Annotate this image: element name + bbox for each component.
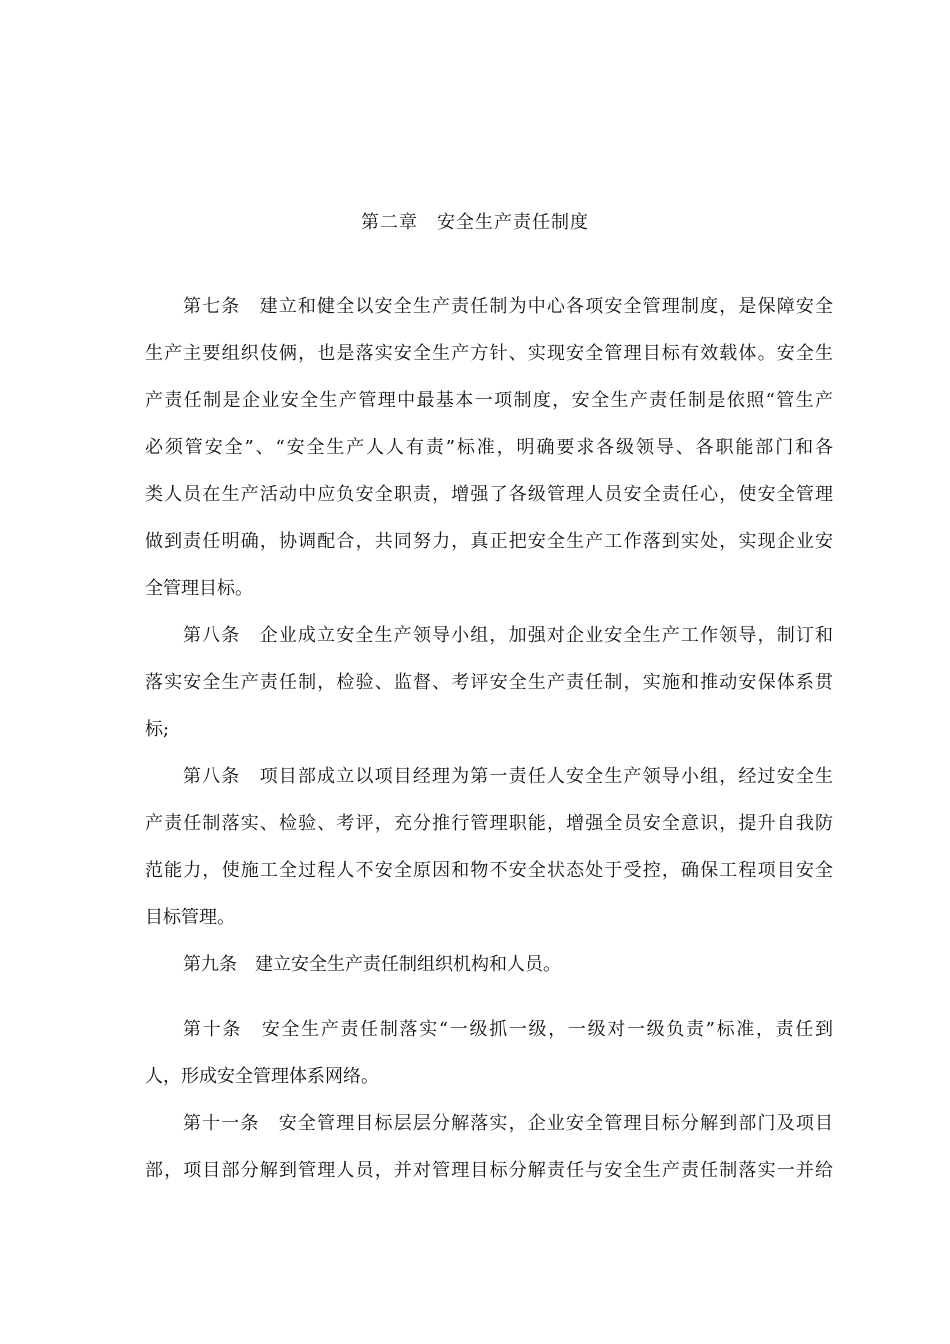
article-8a-line-2: 落实安全生产责任制，检验、监督、考评安全生产责任制，实施和推动安保体系贯 <box>145 672 833 693</box>
article-8b-line-4: 目标管理。 <box>145 907 235 928</box>
article-7-line-4: 必须管安全”、“安全生产人人有责”标准，明确要求各级领导、各职能部门和各 <box>145 437 833 458</box>
article-8b-line-3: 范能力，使施工全过程人不安全原因和物不安全状态处于受控，确保工程项目安全 <box>145 860 833 881</box>
article-7-line-1: 第七条 建立和健全以安全生产责任制为中心各项安全管理制度，是保障安全 <box>183 296 833 317</box>
article-7-line-3: 产责任制是企业安全生产管理中最基本一项制度，安全生产责任制是依照“管生产 <box>145 390 833 411</box>
article-11-line-1: 第十一条 安全管理目标层层分解落实，企业安全管理目标分解到部门及项目 <box>183 1113 833 1134</box>
article-10-line-1: 第十条 安全生产责任制落实“一级抓一级，一级对一级负责”标准，责任到 <box>183 1019 833 1040</box>
article-7-line-5: 类人员在生产活动中应负安全职责，增强了各级管理人员安全责任心，使安全管理 <box>145 484 833 505</box>
article-8b-line-1: 第八条 项目部成立以项目经理为第一责任人安全生产领导小组，经过安全生 <box>183 766 833 787</box>
article-8a-line-1: 第八条 企业成立安全生产领导小组，加强对企业安全生产工作领导，制订和 <box>183 625 833 646</box>
chapter-title: 第二章 安全生产责任制度 <box>361 212 589 233</box>
article-10-line-2: 人，形成安全管理体系网络。 <box>145 1066 379 1087</box>
article-11-line-2: 部，项目部分解到管理人员，并对管理目标分解责任与安全生产责任制落实一并给 <box>145 1160 833 1181</box>
article-9-line-1: 第九条 建立安全生产责任制组织机构和人员。 <box>183 954 561 975</box>
article-8b-line-2: 产责任制落实、检验、考评，充分推行管理职能，增强全员安全意识，提升自我防 <box>145 813 833 834</box>
article-7-line-6: 做到责任明确，协调配合，共同努力，真正把安全生产工作落到实处，实现企业安 <box>145 531 833 552</box>
article-7-line-2: 生产主要组织伎俩，也是落实安全生产方针、实现安全管理目标有效载体。安全生 <box>145 343 833 364</box>
article-8a-line-3: 标; <box>145 719 170 740</box>
article-7-line-7: 全管理目标。 <box>145 578 253 599</box>
